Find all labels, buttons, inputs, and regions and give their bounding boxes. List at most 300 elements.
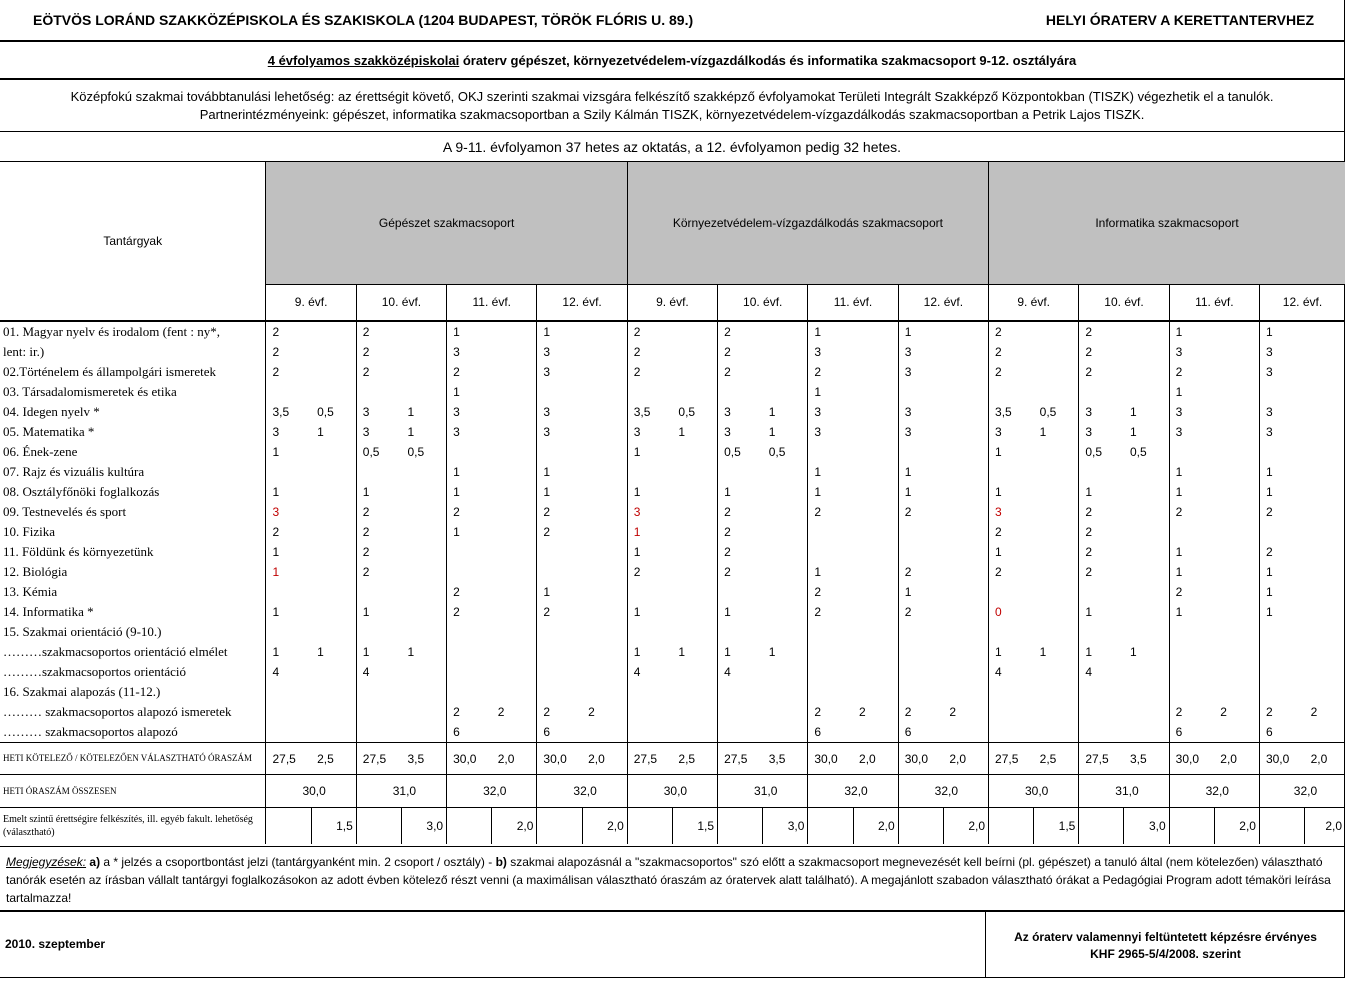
year-header: 10. évf. (356, 284, 446, 321)
hours-cell: 2 (718, 321, 763, 342)
hours-cell: 3 (447, 402, 492, 422)
weekly-value: 27,5 (718, 743, 763, 775)
extra-value: 3,0 (1124, 808, 1169, 844)
subject-label: 07. Rajz és vizuális kultúra (3, 464, 145, 479)
weekly-value: 30,0 (808, 743, 853, 775)
hours-cell (401, 321, 446, 342)
hours-cell: 2 (1169, 362, 1214, 382)
year-header: 11. évf. (1169, 284, 1259, 321)
extra-value: 2,0 (1214, 808, 1259, 844)
hours-cell (1214, 522, 1259, 542)
hours-cell (356, 622, 401, 642)
total-value: 32,0 (898, 775, 988, 808)
hours-cell (763, 502, 808, 522)
hours-cell: 2 (1259, 542, 1304, 562)
table-row (0, 522, 1345, 542)
hours-cell: 4 (627, 662, 672, 682)
hours-cell (898, 662, 943, 682)
hours-cell: 1 (627, 642, 672, 662)
hours-cell (1124, 362, 1169, 382)
subject-label: 08. Osztályfőnöki foglalkozás (3, 484, 160, 499)
hours-cell (1214, 482, 1259, 502)
hours-cell (943, 622, 988, 642)
table-row (0, 562, 1345, 582)
table-row (0, 382, 1345, 402)
hours-cell (898, 622, 943, 642)
hours-cell (718, 682, 763, 702)
hours-cell: 1 (808, 321, 853, 342)
hours-cell (627, 382, 672, 402)
table-row (0, 662, 1345, 682)
hours-cell (582, 722, 627, 743)
hours-cell: 1 (808, 562, 853, 582)
weekly-value: 2,0 (582, 743, 627, 775)
curriculum-table (0, 162, 1345, 844)
hours-cell: 1 (447, 462, 492, 482)
hours-cell (266, 622, 311, 642)
hours-cell (1305, 542, 1345, 562)
hours-cell (672, 562, 717, 582)
subject-label: 02.Történelem és állampolgári ismeretek (3, 364, 216, 379)
hours-cell (943, 321, 988, 342)
hours-cell: 3 (989, 422, 1034, 442)
hours-cell (401, 382, 446, 402)
subject-label: ………szakmacsoportos orientáció elmélet (3, 644, 228, 659)
hours-cell: 0,5 (1129, 445, 1147, 459)
hours-cell (808, 622, 853, 642)
hours-cell (582, 662, 627, 682)
hours-cell: 2 (898, 562, 943, 582)
hours-cell (447, 662, 492, 682)
hours-cell (672, 522, 717, 542)
hours-cell (1034, 682, 1079, 702)
weekly-value: 2,0 (853, 743, 898, 775)
year-header: 10. évf. (718, 284, 808, 321)
hours-cell: 1 (808, 482, 853, 502)
hours-cell (853, 402, 898, 422)
extra-value: 2,0 (1305, 808, 1345, 844)
subject-label: ……… szakmacsoportos alapozó (3, 724, 178, 739)
hours-cell (311, 662, 356, 682)
hours-cell (763, 602, 808, 622)
hours-cell: 1 (356, 602, 401, 622)
hours-cell: 1 (718, 642, 763, 662)
hours-cell (1259, 382, 1304, 402)
hours-cell (492, 662, 537, 682)
total-value: 30,0 (266, 775, 356, 808)
hours-cell (763, 362, 808, 382)
hours-cell: 2 (898, 602, 943, 622)
weekly-value: 2,5 (1034, 743, 1079, 775)
hours-cell (1079, 582, 1124, 602)
hours-cell (1305, 321, 1345, 342)
hours-cell: 1 (1169, 562, 1214, 582)
hours-cell (943, 422, 988, 442)
hours-cell (763, 722, 808, 743)
hours-cell (1124, 342, 1169, 362)
total-value: 32,0 (447, 775, 537, 808)
hours-cell: 3 (808, 342, 853, 362)
table-row (0, 682, 1345, 702)
hours-cell (672, 662, 717, 682)
hours-cell (266, 722, 311, 743)
hours-cell (311, 362, 356, 382)
hours-cell (537, 382, 582, 402)
total-label: HETI ÓRASZÁM ÖSSZESEN (0, 775, 266, 808)
extra-empty (1169, 808, 1214, 844)
hours-cell: 2 (989, 522, 1034, 542)
hours-cell (808, 442, 853, 462)
extra-empty (627, 808, 672, 844)
hours-cell (943, 562, 988, 582)
hours-cell: 2 (266, 362, 311, 382)
extra-empty (537, 808, 582, 844)
hours-cell: 1 (266, 642, 311, 662)
weekly-label: HETI KÖTELEZŐ / KÖTELEZŐEN VÁLASZTHATÓ ÓRASZÁM (0, 743, 266, 775)
hours-cell (943, 362, 988, 382)
table-row (0, 462, 1345, 482)
hours-cell (853, 442, 898, 462)
hours-cell: 2 (537, 522, 582, 542)
hours-cell (943, 482, 988, 502)
hours-cell: 1 (447, 321, 492, 342)
hours-cell: 2 (356, 542, 401, 562)
hours-cell (1124, 722, 1169, 743)
hours-cell: 2 (627, 562, 672, 582)
hours-cell: 6 (1169, 722, 1214, 743)
hours-cell: 3 (266, 422, 311, 442)
hours-cell (763, 382, 808, 402)
hours-cell: 1 (1259, 602, 1304, 622)
hours-cell: 3 (356, 402, 401, 422)
hours-cell (356, 582, 401, 602)
hours-cell (1214, 362, 1259, 382)
hours-cell: 4 (718, 662, 763, 682)
hours-cell (672, 462, 717, 482)
hours-cell: 1 (898, 482, 943, 502)
hours-cell (1034, 462, 1079, 482)
hours-cell (401, 502, 446, 522)
hours-cell (763, 662, 808, 682)
hours-cell: 0,5 (678, 405, 696, 419)
hours-cell: 1 (1259, 562, 1304, 582)
hours-cell (1214, 642, 1259, 662)
hours-cell (898, 442, 943, 462)
hours-cell: 2 (1169, 582, 1214, 602)
hours-cell (1305, 642, 1345, 662)
hours-cell: 1 (266, 562, 311, 582)
hours-cell: 2 (497, 705, 505, 719)
hours-cell (853, 382, 898, 402)
hours-cell (492, 482, 537, 502)
weekly-value: 30,0 (447, 743, 492, 775)
hours-cell (311, 522, 356, 542)
hours-cell (311, 482, 356, 502)
hours-cell (718, 702, 763, 722)
hours-cell (401, 602, 446, 622)
weekly-value: 2,0 (492, 743, 537, 775)
hours-cell: 1 (898, 462, 943, 482)
hours-cell: 1 (989, 482, 1034, 502)
hours-cell (853, 462, 898, 482)
hours-cell: 3 (1259, 362, 1304, 382)
hours-cell: 2 (356, 562, 401, 582)
hours-cell: 3 (898, 342, 943, 362)
hours-cell (1124, 482, 1169, 502)
hours-cell: 1 (1169, 542, 1214, 562)
hours-cell: 4 (266, 662, 311, 682)
hours-cell (943, 522, 988, 542)
hours-cell: 1 (447, 522, 492, 542)
hours-cell (311, 602, 356, 622)
hours-cell (943, 462, 988, 482)
hours-cell: 1 (1169, 482, 1214, 502)
weekly-value: 2,5 (311, 743, 356, 775)
extra-empty (447, 808, 492, 844)
title-underlined: 4 évfolyamos szakközépiskolai (267, 53, 460, 68)
extra-empty (718, 808, 763, 844)
hours-cell (492, 582, 537, 602)
hours-cell (853, 562, 898, 582)
hours-cell (763, 542, 808, 562)
hours-cell (672, 482, 717, 502)
hours-cell (853, 522, 898, 542)
hours-cell (943, 542, 988, 562)
hours-cell (1124, 602, 1169, 622)
hours-cell: 0,5 (768, 445, 786, 459)
hours-cell (853, 362, 898, 382)
total-value: 30,0 (989, 775, 1079, 808)
hours-cell (447, 562, 492, 582)
table-row (0, 542, 1345, 562)
hours-cell (1034, 342, 1079, 362)
hours-cell: 1 (537, 321, 582, 342)
hours-cell: 2 (1079, 342, 1124, 362)
hours-cell: 3,5 (627, 402, 672, 422)
hours-cell (401, 522, 446, 542)
hours-cell: 3 (1079, 402, 1124, 422)
hours-cell: 2 (447, 702, 492, 722)
table-row (0, 362, 1345, 382)
hours-cell (311, 342, 356, 362)
total-hours-row (0, 775, 1345, 808)
hours-cell: 2 (898, 502, 943, 522)
hours-cell (492, 342, 537, 362)
hours-cell (853, 542, 898, 562)
weeks-note: A 9-11. évfolyamon 37 hetes az oktatás, a 12. évfolyamon pedig 32 hetes. (0, 132, 1345, 162)
hours-cell: 2 (718, 562, 763, 582)
hours-cell (853, 582, 898, 602)
hours-cell: 3 (1259, 342, 1304, 362)
hours-cell: 3 (808, 422, 853, 442)
year-header: 11. évf. (808, 284, 898, 321)
hours-cell: 2 (356, 342, 401, 362)
hours-cell: 2 (537, 602, 582, 622)
hours-cell (1034, 522, 1079, 542)
hours-cell: 2 (1079, 562, 1124, 582)
hours-cell (672, 321, 717, 342)
hours-cell (1124, 542, 1169, 562)
hours-cell: 2 (808, 602, 853, 622)
extra-hours-row (0, 808, 1345, 844)
hours-cell: 1 (407, 425, 415, 439)
hours-cell (266, 702, 311, 722)
year-header: 9. évf. (627, 284, 717, 321)
hours-cell (763, 582, 808, 602)
hours-cell (1214, 502, 1259, 522)
hours-cell (492, 722, 537, 743)
hours-cell: 1 (447, 482, 492, 502)
hours-cell: 1 (1039, 645, 1047, 659)
hours-cell (627, 702, 672, 722)
hours-cell: 1 (356, 642, 401, 662)
subject-label: 09. Testnevelés és sport (3, 504, 127, 519)
hours-cell (582, 602, 627, 622)
hours-cell: 3 (447, 342, 492, 362)
hours-cell (1214, 321, 1259, 342)
hours-cell (943, 402, 988, 422)
hours-cell (401, 462, 446, 482)
hours-cell (943, 662, 988, 682)
hours-cell: 3 (1079, 422, 1124, 442)
hours-cell (582, 382, 627, 402)
hours-cell: 4 (356, 662, 401, 682)
group-header: Gépészet szakmacsoport (266, 162, 627, 284)
notes-label: Megjegyzések: (6, 855, 87, 869)
hours-cell: 1 (627, 602, 672, 622)
hours-cell: 6 (537, 722, 582, 743)
hours-cell (1124, 462, 1169, 482)
hours-cell (266, 462, 311, 482)
hours-cell: 2 (356, 362, 401, 382)
hours-cell (401, 362, 446, 382)
hours-cell (1214, 402, 1259, 422)
footer-date: 2010. szeptember (5, 937, 106, 951)
hours-cell (1169, 442, 1214, 462)
year-header: 11. évf. (447, 284, 537, 321)
hours-cell (492, 622, 537, 642)
hours-cell: 1 (1129, 645, 1137, 659)
hours-cell (401, 562, 446, 582)
hours-cell (1305, 342, 1345, 362)
hours-cell (1034, 622, 1079, 642)
hours-cell (853, 642, 898, 662)
hours-cell (582, 422, 627, 442)
hours-cell (311, 382, 356, 402)
table-row (0, 642, 1345, 662)
hours-cell (1034, 382, 1079, 402)
hours-cell (853, 502, 898, 522)
weekly-value: 2,5 (672, 743, 717, 775)
hours-cell (1034, 362, 1079, 382)
hours-cell (492, 602, 537, 622)
hours-cell (447, 542, 492, 562)
subject-label: 05. Matematika * (3, 424, 95, 439)
hours-cell: 3 (898, 402, 943, 422)
validity-line-2: KHF 2965-5/4/2008. szerint (1090, 947, 1241, 961)
hours-cell: 1 (989, 542, 1034, 562)
hours-cell (1305, 682, 1345, 702)
hours-cell: 2 (808, 502, 853, 522)
hours-cell: 0,5 (356, 442, 401, 462)
hours-cell: 1 (266, 442, 311, 462)
hours-cell (492, 422, 537, 442)
hours-cell (672, 722, 717, 743)
hours-cell: 3 (537, 342, 582, 362)
extra-empty (898, 808, 943, 844)
hours-cell (989, 702, 1034, 722)
extra-empty (266, 808, 311, 844)
hours-cell (1169, 642, 1214, 662)
hours-cell (672, 682, 717, 702)
hours-cell: 1 (537, 482, 582, 502)
hours-cell: 2 (718, 502, 763, 522)
hours-cell (627, 622, 672, 642)
hours-cell (447, 682, 492, 702)
hours-cell (582, 502, 627, 522)
hours-cell (582, 442, 627, 462)
hours-cell (401, 722, 446, 743)
weekly-value: 27,5 (627, 743, 672, 775)
hours-cell (492, 562, 537, 582)
weekly-value: 2,0 (1305, 743, 1345, 775)
subject-label: 01. Magyar nyelv és irodalom (fent : ny*, (3, 324, 220, 339)
hours-cell (943, 602, 988, 622)
hours-cell (401, 702, 446, 722)
hours-cell (763, 622, 808, 642)
hours-cell (1305, 402, 1345, 422)
hours-cell: 6 (808, 722, 853, 743)
hours-cell (582, 402, 627, 422)
hours-cell: 1 (1079, 602, 1124, 622)
hours-cell (492, 402, 537, 422)
hours-cell: 1 (447, 382, 492, 402)
hours-cell (1124, 382, 1169, 402)
hours-cell (627, 462, 672, 482)
hours-cell (311, 622, 356, 642)
hours-cell (582, 622, 627, 642)
hours-cell (672, 622, 717, 642)
hours-cell (763, 522, 808, 542)
hours-cell: 2 (537, 702, 582, 722)
hours-cell (1214, 462, 1259, 482)
hours-cell: 2 (718, 542, 763, 562)
table-row (0, 442, 1345, 462)
hours-cell: 2 (1259, 702, 1304, 722)
hours-cell (853, 662, 898, 682)
hours-cell: 1 (1129, 425, 1137, 439)
hours-cell: 1 (627, 522, 672, 542)
extra-value: 2,0 (943, 808, 988, 844)
hours-cell (1305, 522, 1345, 542)
hours-cell: 2 (447, 502, 492, 522)
hours-cell (763, 321, 808, 342)
total-value: 32,0 (537, 775, 627, 808)
weekly-hours-row (0, 743, 1345, 775)
hours-cell (356, 462, 401, 482)
hours-cell: 1 (407, 405, 415, 419)
hours-cell (1124, 702, 1169, 722)
hours-cell: 1 (266, 482, 311, 502)
extra-empty (1259, 808, 1304, 844)
hours-cell: 1 (537, 462, 582, 482)
hours-cell (537, 542, 582, 562)
hours-cell (1034, 321, 1079, 342)
hours-cell (1034, 662, 1079, 682)
hours-cell: 3 (718, 422, 763, 442)
hours-cell: 1 (1169, 382, 1214, 402)
hours-cell (1214, 662, 1259, 682)
